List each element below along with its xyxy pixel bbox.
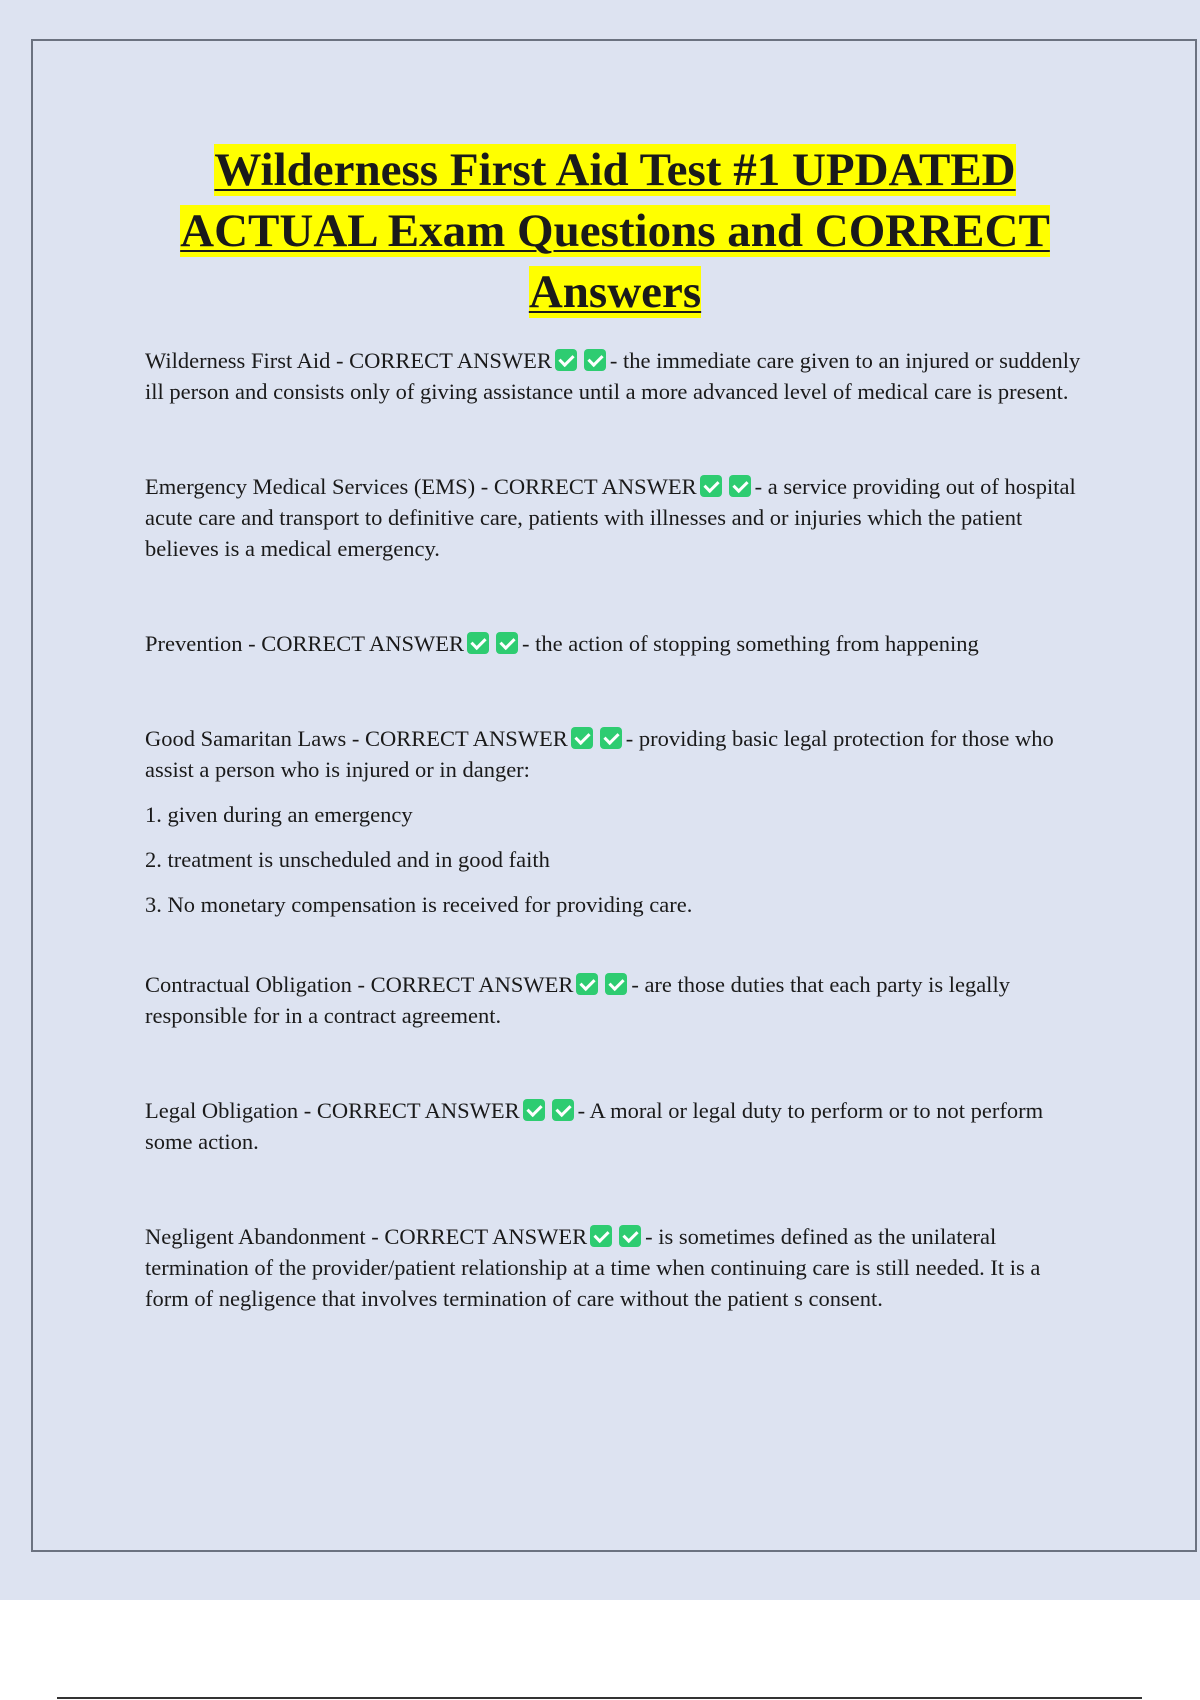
document-title [145, 140, 1085, 323]
answer-marker: CORRECT ANSWER [261, 631, 464, 656]
entry-term: Prevention - [145, 631, 262, 656]
answer-marker: CORRECT ANSWER [370, 972, 574, 997]
entry-term: Negligent Abandonment - [145, 1224, 385, 1249]
qa-entry [145, 471, 1085, 564]
qa-entry [145, 628, 1085, 659]
check-icon [584, 349, 606, 371]
qa-entry [145, 723, 1085, 785]
check-icon [496, 632, 518, 654]
entry-term: Contractual Obligation - [145, 972, 371, 997]
check-icon [555, 349, 577, 371]
check-icon [619, 1225, 641, 1247]
entry-definition: - the immediate care given to an injured or suddenly ill person and consists only of giving assistance until a more advanced level of medical care is present. [145, 348, 1081, 404]
qa-entry [145, 1095, 1085, 1157]
qa-entry [145, 345, 1085, 407]
check-icon [576, 973, 598, 995]
document-body [145, 345, 1085, 1314]
check-icon [600, 727, 622, 749]
list-item: 3. No monetary compensation is received for providing care. [145, 892, 693, 917]
check-icon [590, 1225, 612, 1247]
check-icon [571, 727, 593, 749]
check-icon [605, 973, 627, 995]
entry-term: Emergency Medical Services (EMS) - [145, 474, 494, 499]
footer-divider [57, 1697, 1142, 1699]
entry-term: Wilderness First Aid - [145, 348, 350, 373]
check-icon [552, 1099, 574, 1121]
answer-marker: CORRECT ANSWER [316, 1098, 520, 1123]
entry-definition: - is sometimes defined as the unilateral termination of the provider/patient relationship at a time when continuing care is still needed. It is a form of negligence that involves termination of care without the patient s consent. [145, 1224, 1041, 1311]
qa-entry [145, 969, 1085, 1031]
entry-definition: - A moral or legal duty to perform or to not perform some action. [145, 1098, 1044, 1154]
entry-term: Good Samaritan Laws - [145, 726, 365, 751]
entry-definition: - a service providing out of hospital acute care and transport to definitive care, patients with illnesses and or injuries which the patient believes is a medical emergency. [145, 474, 1076, 561]
entry-term: Legal Obligation - [145, 1098, 317, 1123]
list-item: 2. treatment is unscheduled and in good faith [145, 847, 550, 872]
list-item: 1. given during an emergency [145, 802, 413, 827]
answer-marker: CORRECT ANSWER [349, 348, 552, 373]
answer-marker: CORRECT ANSWER [384, 1224, 588, 1249]
entry-definition: - providing basic legal protection for those who assist a person who is injured or in danger: [145, 726, 1054, 782]
check-icon [729, 475, 751, 497]
entry-definition: - the action of stopping something from happening [521, 631, 979, 656]
answer-marker: CORRECT ANSWER [364, 726, 568, 751]
qa-entry [145, 1221, 1085, 1314]
check-icon [523, 1099, 545, 1121]
entry-definition: - are those duties that each party is legally responsible for in a contract agreement. [145, 972, 1010, 1028]
answer-marker: CORRECT ANSWER [493, 474, 697, 499]
document-title-text: Wilderness First Aid Test #1 UPDATED ACTUAL Exam Questions and CORRECT Answers [180, 144, 1050, 318]
check-icon [700, 475, 722, 497]
check-icon [467, 632, 489, 654]
